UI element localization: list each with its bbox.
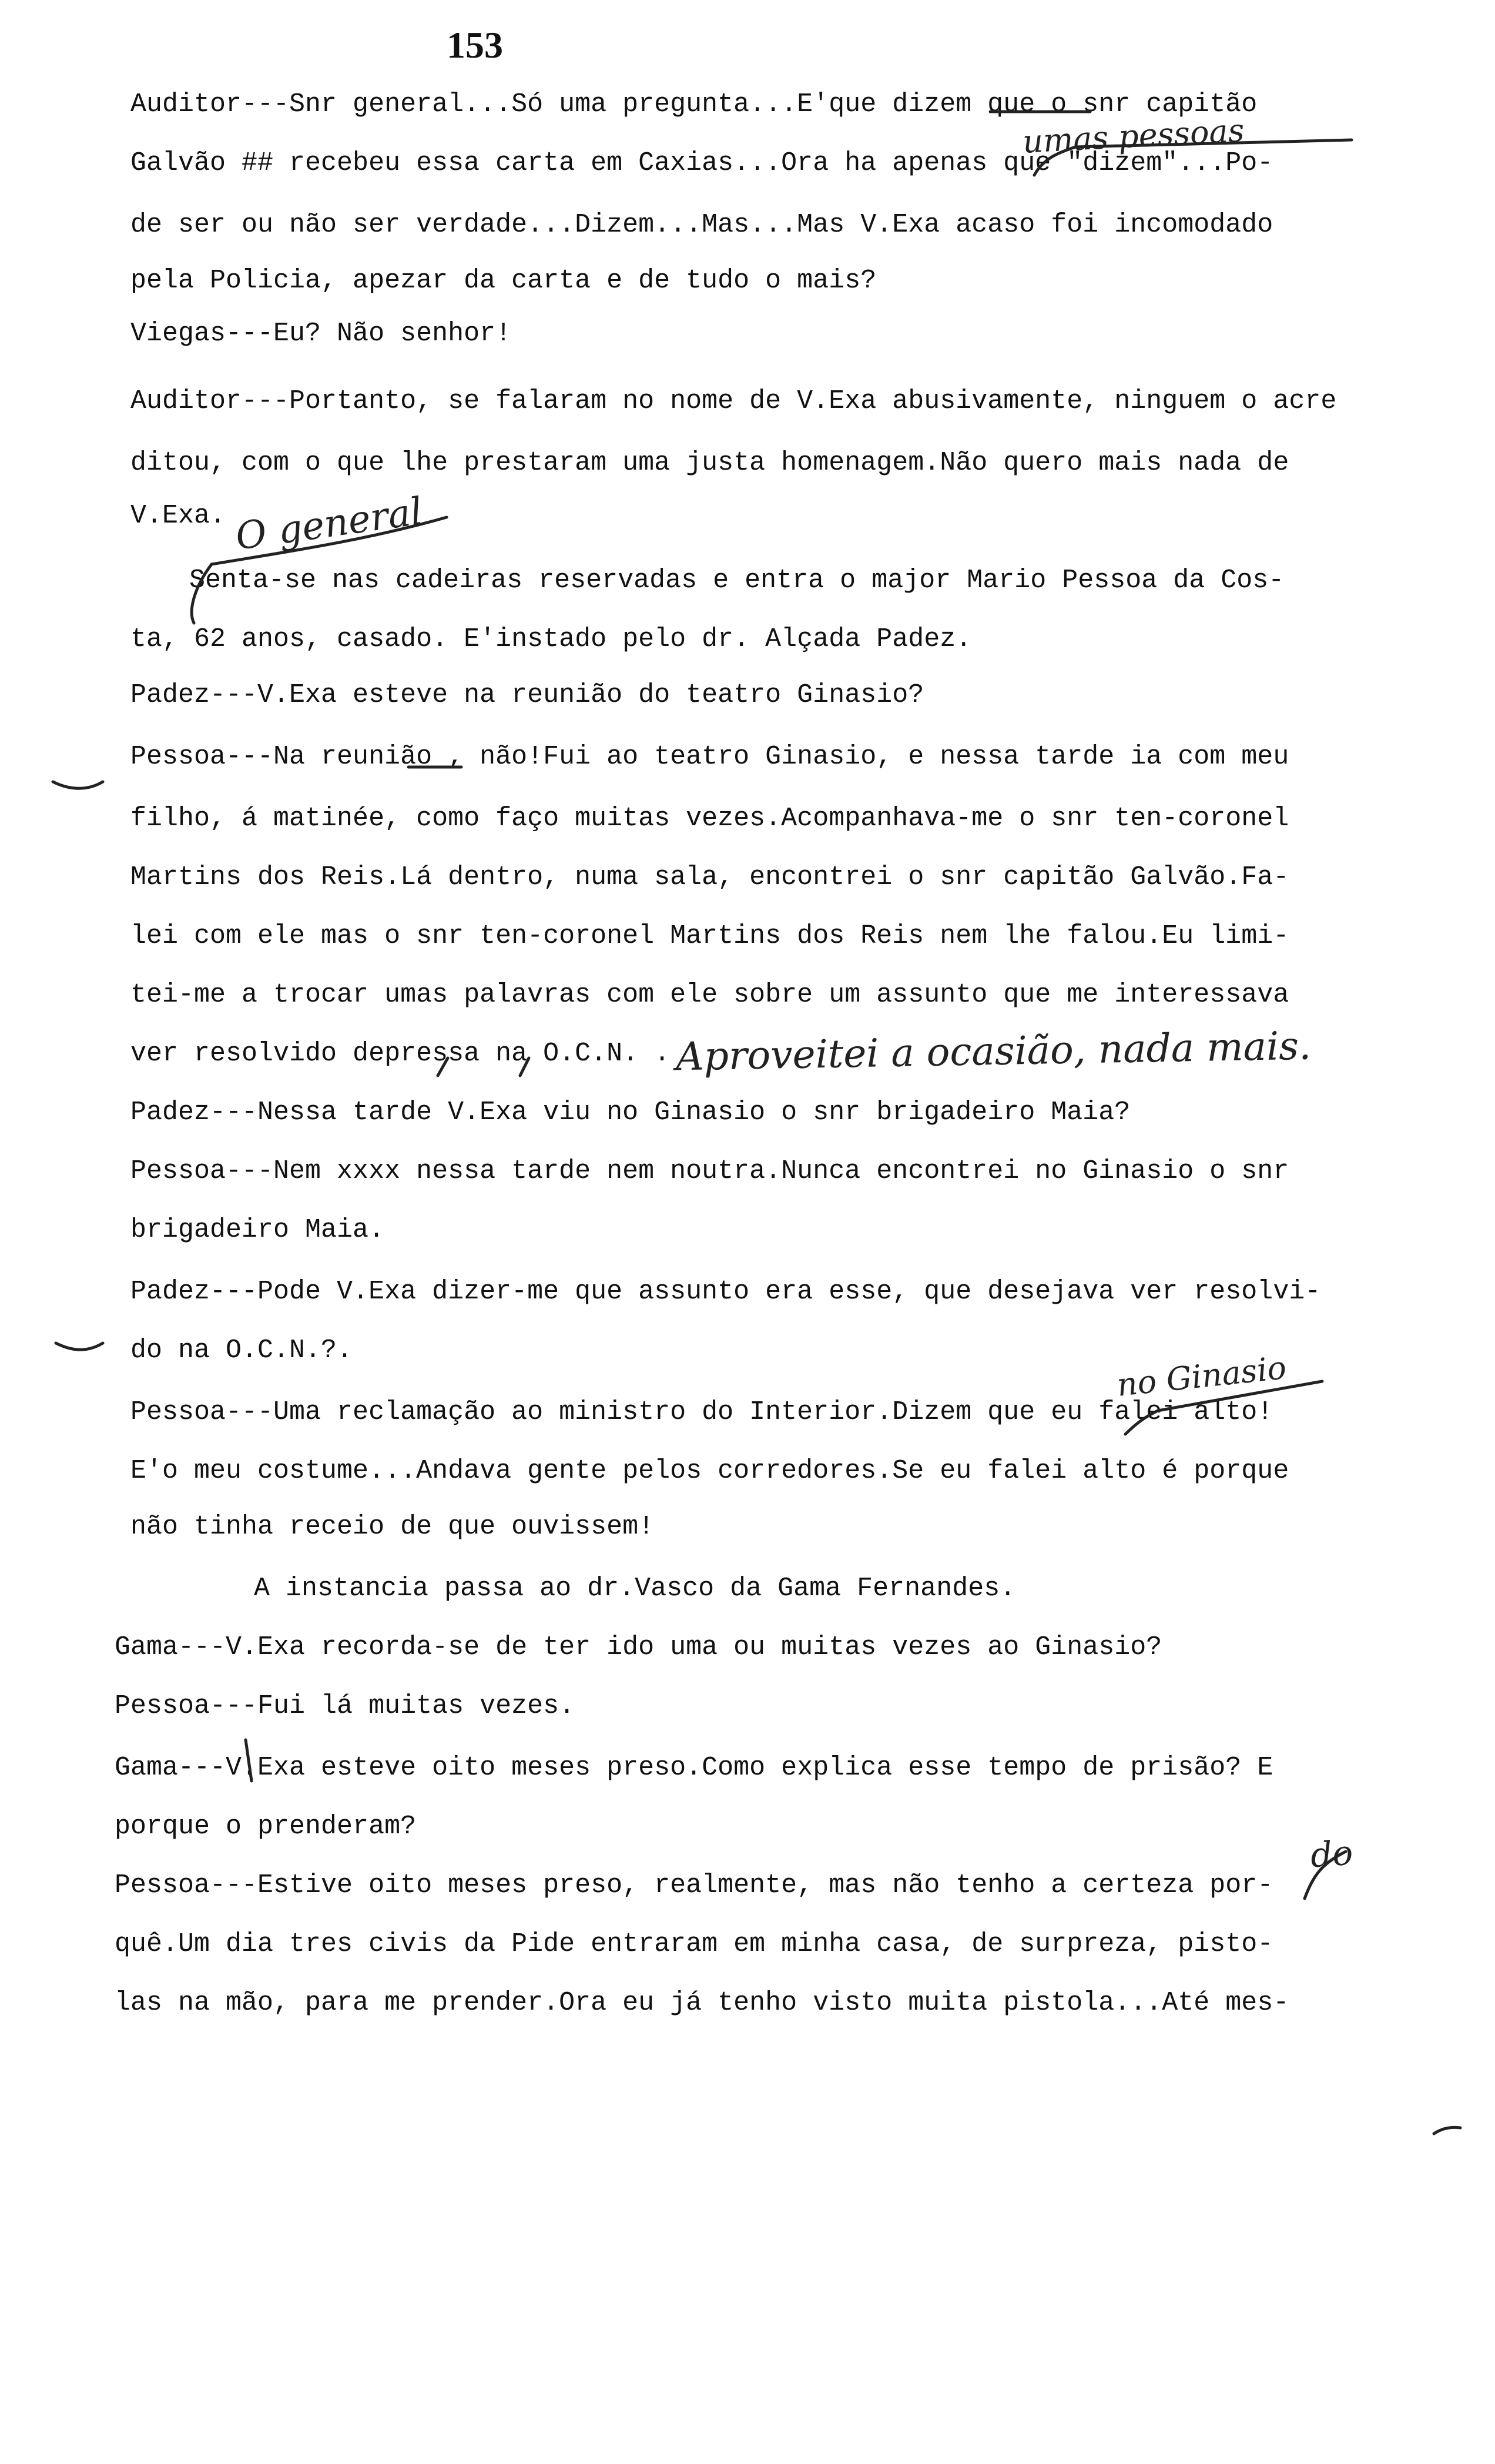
text-line: Viegas---Eu? Não senhor! [130,319,512,349]
text-line: não tinha receio de que ouvissem! [130,1512,655,1542]
text-line: E'o meu costume...Andava gente pelos corredores.Se eu falei alto é porque [130,1456,1289,1486]
text-line: Pessoa---Uma reclamação ao ministro do Interior.Dizem que eu falei alto! [130,1397,1273,1427]
text-line: filho, á matinée, como faço muitas vezes.Acompanhava-me o snr ten-coronel [130,804,1289,833]
text-line: A instancia passa ao dr.Vasco da Gama Fernandes. [254,1574,1016,1603]
text-line: Pessoa---Nem xxxx nessa tarde nem noutra.Nunca encontrei no Ginasio o snr [130,1156,1289,1186]
text-line: Padez---V.Exa esteve na reunião do teatro Ginasio? [130,680,924,710]
text-line: Auditor---Portanto, se falaram no nome de V.Exa abusivamente, ninguem o acre [130,386,1337,416]
text-line: Gama---V.Exa recorda-se de ter ido uma ou muitas vezes ao Ginasio? [115,1632,1162,1662]
handwritten-note-o-general: O general [233,490,425,559]
text-line: ditou, com o que lhe prestaram uma justa homenagem.Não quero mais nada de [130,448,1289,478]
text-line: V.Exa. [130,501,226,531]
text-line: Martins dos Reis.Lá dentro, numa sala, encontrei o snr capitão Galvão.Fa- [130,862,1289,892]
text-line: Pessoa---Fui lá muitas vezes. [115,1691,575,1721]
text-line: Galvão ## recebeu essa carta em Caxias...Ora ha apenas que "dizem"...Po- [130,148,1273,178]
text-line: Gama---V.Exa esteve oito meses preso.Como explica esse tempo de prisão? E [115,1753,1273,1783]
handwritten-note-umas-pessoas: umas pessoas [1021,112,1245,160]
text-line: Pessoa---Na reunião , não!Fui ao teatro Ginasio, e nessa tarde ia com meu [130,742,1289,772]
handwritten-note-no-ginasio: no Ginasio [1115,1349,1288,1404]
text-line: ver resolvido depressa na O.C.N. . [130,1039,671,1069]
text-line: brigadeiro Maia. [130,1215,385,1245]
text-line: Padez---Pode V.Exa dizer-me que assunto era esse, que desejava ver resolvi- [130,1277,1321,1307]
text-line: quê.Um dia tres civis da Pide entraram em minha casa, de surpreza, pisto- [115,1929,1273,1959]
text-line: pela Policia, apezar da carta e de tudo o mais? [130,266,877,296]
text-line: lei com ele mas o snr ten-coronel Martins dos Reis nem lhe falou.Eu limi- [130,921,1289,951]
text-line: Senta-se nas cadeiras reservadas e entra o major Mario Pessoa da Cos- [189,565,1285,595]
text-line: ta, 62 anos, casado. E'instado pelo dr. Alçada Padez. [130,624,972,654]
handwritten-note-aproveitei: Aproveitei a ocasião, nada mais. [675,1023,1312,1080]
text-line: las na mão, para me prender.Ora eu já tenho visto muita pistola...Até mes- [115,1988,1289,2018]
handwritten-note-do: do [1309,1832,1355,1876]
text-line: de ser ou não ser verdade...Dizem...Mas...Mas V.Exa acaso foi incomodado [130,210,1273,240]
text-line: Pessoa---Estive oito meses preso, realmente, mas não tenho a certeza por- [115,1870,1273,1900]
text-line: do na O.C.N.?. [130,1335,353,1365]
text-line: Auditor---Snr general...Só uma pregunta...E'que dizem que o snr capitão [130,89,1258,119]
page-number: 153 [447,24,503,66]
text-line: tei-me a trocar umas palavras com ele sobre um assunto que me interessava [130,980,1289,1010]
text-line: Padez---Nessa tarde V.Exa viu no Ginasio o snr brigadeiro Maia? [130,1097,1131,1127]
text-line: porque o prenderam? [115,1812,417,1842]
